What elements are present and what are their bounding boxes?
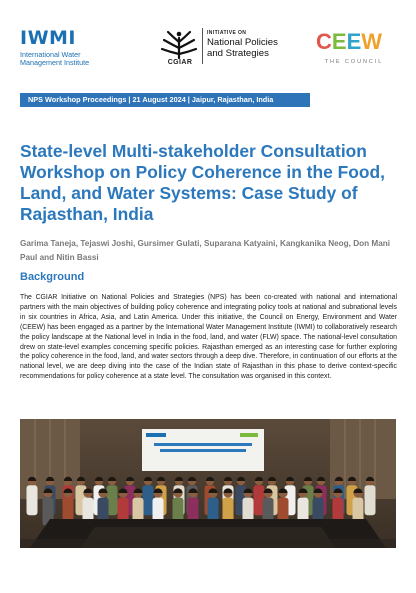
participant-body bbox=[27, 485, 38, 515]
iwmi-wordmark: IWMI bbox=[20, 27, 77, 49]
backdrop-logo-mark bbox=[146, 433, 166, 437]
backdrop-logo-mark-2 bbox=[240, 433, 258, 437]
ceew-logo bbox=[316, 31, 392, 65]
initiative-line1: National Policies bbox=[207, 37, 278, 48]
workshop-group-photo bbox=[20, 419, 396, 548]
ceew-letter: E bbox=[346, 29, 362, 54]
background-paragraph: The CGIAR Initiative on National Policies and Strategies (NPS) has been co-created with national and international partners with the main objectives of building policy coherence and integrating policy tools at national and subnational levels in six countries in Africa, Asia, and Latin America. Under this initiative, the Council on Energy, Environment and Water (CEEW) has been engaged as a partner by the International Water Management Institute (IWMI) to collaboratively research the policy landscape at the National level in India in the food, land, and water (FLW) space. The national-level consultation drew on state-level examples concerning specific policies. Rajasthan emerged as an interesting case for further exploring the policy coherence in the food, land, and water sectors through a deep dive. Therefore, in continuation of our efforts at the national level, we are deep diving into the case of the Indian state of Rajasthan in this phase to derive context-specific recommendations for policy coherence at a state level. The consultation was organised in this context. bbox=[20, 294, 397, 381]
logo-divider bbox=[202, 28, 203, 64]
participant-body bbox=[365, 485, 376, 515]
backdrop-title-line bbox=[154, 443, 252, 446]
document-title: State-level Multi-stakeholder Consultation Workshop on Policy Coherence in the Food, Land, and Water Systems: Case Study of Rajasthan, India bbox=[20, 141, 385, 224]
initiative-line2: and Strategies bbox=[207, 48, 269, 59]
background-heading: Background bbox=[20, 271, 85, 283]
ceew-wordmark bbox=[316, 31, 392, 53]
cgiar-wordmark: CGIAR bbox=[167, 59, 193, 66]
group-photo-illustration bbox=[20, 419, 396, 548]
author-list: Garima Taneja, Tejaswi Joshi, Gursimer Gulati, Suparana Katyaini, Kangkanika Neog, Don Mani Paul and Nitin Bassi bbox=[20, 239, 391, 262]
initiative-title bbox=[207, 30, 302, 59]
ceew-letter: W bbox=[361, 29, 383, 54]
initiative-caption: INITIATIVE ON bbox=[207, 30, 247, 36]
ceew-letter: E bbox=[331, 29, 347, 54]
iwmi-name-line2: Management Institute bbox=[20, 58, 90, 68]
ceew-tagline: THE COUNCIL bbox=[324, 59, 384, 65]
backdrop-title-line-2 bbox=[160, 449, 246, 452]
iwmi-logo bbox=[20, 28, 130, 68]
participant-body bbox=[143, 485, 154, 515]
iwmi-name-line1: International Water bbox=[20, 50, 81, 59]
photo-floor bbox=[20, 539, 396, 548]
ceew-letter: C bbox=[316, 29, 332, 54]
proceedings-banner: NPS Workshop Proceedings | 21 August 2024 | Jaipur, Rajasthan, India bbox=[20, 93, 310, 107]
